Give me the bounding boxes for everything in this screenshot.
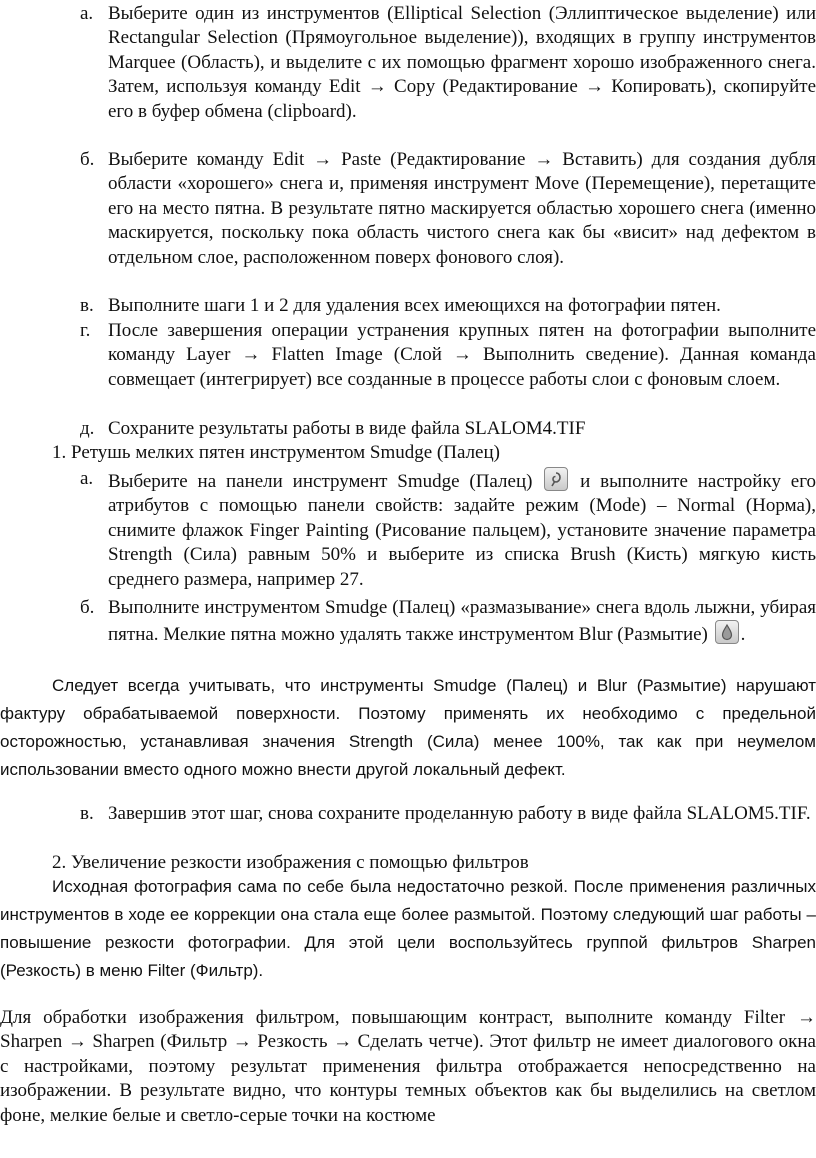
list-text: После завершения операции устранения крупных пятен на фотографии выполните команду Layer → Flatten Image (Слой → Выполнить сведение). Данная команда совмещает (интегрирует) все созданные в процессе работы слои с фоновым слоем. — [108, 320, 816, 390]
list-marker: б. — [80, 597, 95, 618]
list-marker: а. — [80, 468, 94, 489]
list-text-part: и выполните настройку его атрибутов с помощью панели свойств: задайте режим (Mode) – Normal (Норма), снимите флажок Finger Painting (Рисование пальцем), установите значение параметра Strength (Сила) равным 50% и выберите из списка Brush (Кисть) мягкую кисть среднего размера, например 27. — [108, 471, 816, 590]
list-text: Выполните шаги 1 и 2 для удаления всех имеющихся на фотографии пятен. — [108, 295, 721, 316]
list-marker: г. — [80, 320, 91, 341]
list-text-part: Выберите на панели инструмент Smudge (Палец) — [108, 471, 533, 492]
list-text: Завершив этот шаг, снова сохраните проделанную работу в виде файла SLALOM5.TIF. — [108, 803, 811, 824]
list-text — [108, 467, 816, 592]
list-text — [108, 596, 816, 648]
list-text: Выберите команду Edit → Paste (Редактирование → Вставить) для создания дубля области «хорошего» снега и, применяя инструмент Move (Перемещение), перетащите его на место пятна. В результате пятно маскируется областью хорошего снега (именно маскируется, поскольку пока область чистого снега как бы «висит» над дефектом в отдельном слое, расположенном поверх фонового слоя). — [108, 149, 816, 268]
note-paragraph: Следует всегда учитывать, что инструменты Smudge (Палец) и Blur (Размытие) нарушают фактуру обрабатываемой поверхности. Поэтому применять их необходимо с предельной осторожностью, устанавливая значения Strength (Сила) менее 100%, так как при неумелом использовании вместо одного можно внести другой локальный дефект. — [0, 676, 816, 779]
section-heading: 2. Увеличение резкости изображения с помощью фильтров — [52, 852, 529, 873]
list-text-part: Выполните инструментом Smudge (Палец) «размазывание» снега вдоль лыжни, убирая пятна. Мелкие пятна можно удалять также инструментом Blur (Размытие) — [108, 597, 816, 646]
smudge-tool-icon — [544, 467, 568, 491]
section-heading: 1. Ретушь мелких пятен инструментом Smudge (Палец) — [52, 442, 500, 463]
body-paragraph: Исходная фотография сама по себе была недостаточно резкой. После применения различных инструментов в ходе ее коррекции она стала еще более размытой. Поэтому следующий шаг работы – повышение резкости фотографии. Для этой цели воспользуйтесь группой фильтров Sharpen (Резкость) в меню Filter (Фильтр). — [0, 877, 816, 980]
list-text: Сохраните результаты работы в виде файла SLALOM4.TIF — [108, 418, 586, 439]
list-marker: б. — [80, 149, 95, 170]
list-text: Выберите один из инструментов (Elliptical Selection (Эллиптическое выделение) или Rectangular Selection (Прямоугольное выделение)), входящих в группу инструментов Marquee (Область), и выделите с их помощью фрагмент хорошо изображенного снега. Затем, используя команду Edit → Copy (Редактирование → Копировать), скопируйте его в буфер обмена (clipboard). — [108, 3, 816, 122]
list-marker: а. — [80, 3, 94, 24]
body-paragraph: Для обработки изображения фильтром, повышающим контраст, выполните команду Filter → Sharpen → Sharpen (Фильтр → Резкость → Сделать четче). Этот фильтр не имеет диалогового окна с настройками, поэтому результат применения фильтра отображается непосредственно на изображении. В результате видно, что контуры темных объектов как бы выделились на светлом фоне, мелкие белые и светло-серые точки на костюме — [0, 1007, 816, 1126]
list-marker: в. — [80, 803, 94, 824]
list-marker: д. — [80, 418, 95, 439]
blur-tool-icon — [715, 620, 739, 644]
list-marker: в. — [80, 295, 94, 316]
list-text-part: . — [740, 624, 746, 646]
